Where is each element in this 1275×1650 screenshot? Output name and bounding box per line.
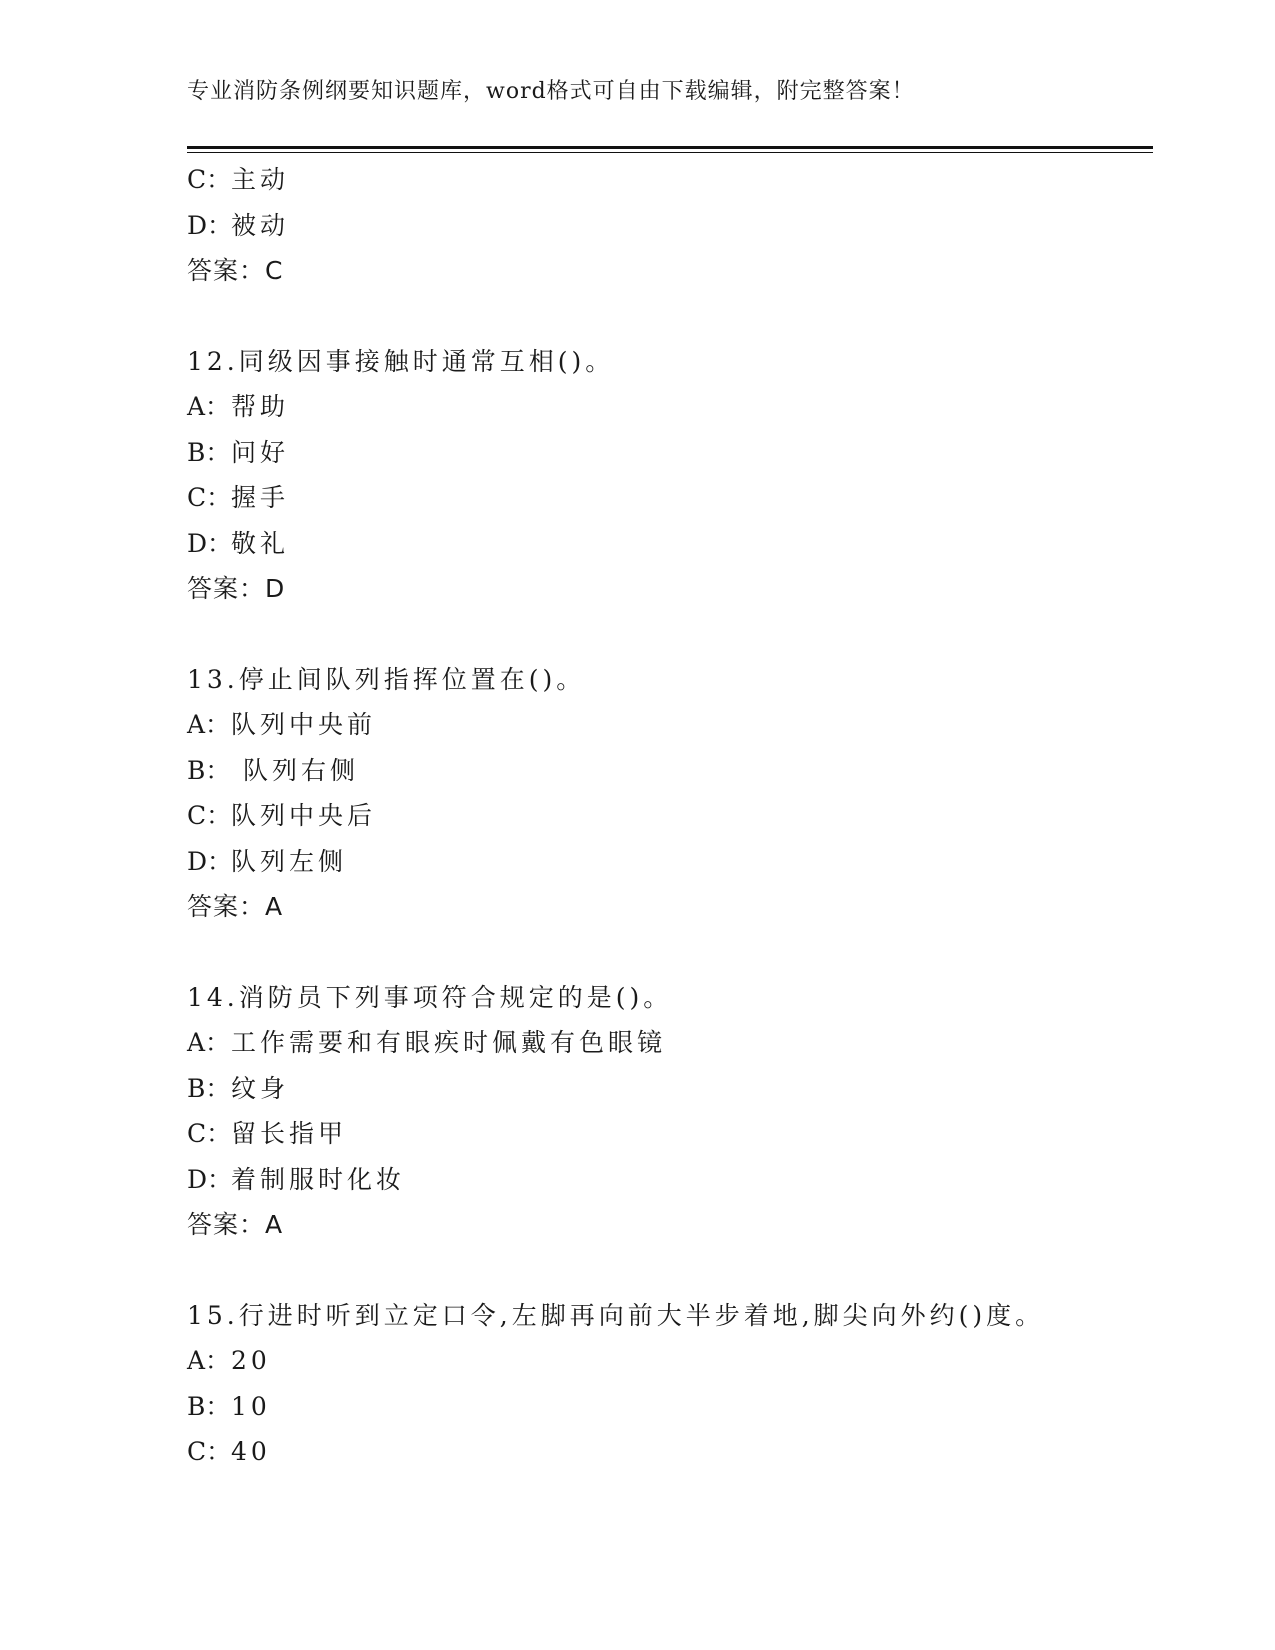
option-text: 队列中央前 bbox=[231, 710, 377, 739]
question-stem: 13.停止间队列指挥位置在()。 bbox=[187, 664, 586, 694]
option-text: 握手 bbox=[231, 483, 290, 512]
question-list bbox=[187, 157, 1153, 1475]
question-stem: 14.消防员下列事项符合规定的是()。 bbox=[187, 982, 673, 1012]
option-key: B： bbox=[187, 1073, 231, 1103]
option-key: A： bbox=[187, 1028, 231, 1057]
option-text: 主动 bbox=[231, 165, 290, 194]
option-text: 工作需要和有眼疾时佩戴有色眼镜 bbox=[231, 1028, 667, 1057]
option-b bbox=[187, 430, 1153, 476]
page-header-title: 专业消防条例纲要知识题库，word格式可自由下载编辑，附完整答案！ bbox=[187, 79, 915, 104]
option-d bbox=[187, 839, 1153, 885]
option-b bbox=[187, 748, 1153, 794]
option-key: D： bbox=[187, 846, 233, 876]
spacer bbox=[187, 930, 1153, 975]
option-c bbox=[187, 1429, 1153, 1475]
option-text: 20 bbox=[231, 1346, 271, 1375]
option-text: 10 bbox=[231, 1391, 271, 1421]
option-text: 队列左侧 bbox=[231, 846, 348, 876]
answer-line: 答案：C bbox=[187, 256, 284, 285]
spacer bbox=[187, 1248, 1153, 1293]
option-c bbox=[187, 1111, 1153, 1157]
option-text: 被动 bbox=[231, 210, 290, 240]
option-key: B： bbox=[187, 755, 231, 785]
option-c bbox=[187, 475, 1153, 521]
option-c bbox=[187, 793, 1153, 839]
option-b bbox=[187, 1066, 1153, 1112]
option-d bbox=[187, 203, 1153, 249]
option-a bbox=[187, 1338, 1153, 1384]
option-a bbox=[187, 384, 1153, 430]
option-key: B： bbox=[187, 437, 231, 467]
option-key: B： bbox=[187, 1391, 231, 1421]
option-text: 队列右侧 bbox=[231, 755, 359, 785]
option-text: 敬礼 bbox=[231, 528, 290, 558]
option-key: D： bbox=[187, 528, 233, 558]
option-d bbox=[187, 1157, 1153, 1203]
question-stem: 12.同级因事接触时通常互相()。 bbox=[187, 346, 615, 376]
option-text: 40 bbox=[231, 1437, 271, 1466]
option-a bbox=[187, 702, 1153, 748]
question-stem: 15.行进时听到立定口令,左脚再向前大半步着地,脚尖向外约()度。 bbox=[187, 1300, 1045, 1330]
option-key: D： bbox=[187, 1164, 233, 1194]
option-b bbox=[187, 1384, 1153, 1430]
option-key: C： bbox=[187, 483, 232, 512]
header-divider-thin bbox=[187, 152, 1153, 153]
option-text: 纹身 bbox=[231, 1073, 290, 1103]
option-key: C： bbox=[187, 165, 232, 194]
spacer bbox=[187, 612, 1153, 657]
option-key: A： bbox=[187, 1346, 231, 1375]
answer-line: 答案：A bbox=[187, 892, 284, 921]
header-divider-thick bbox=[187, 146, 1153, 149]
option-key: C： bbox=[187, 1119, 232, 1148]
answer-line: 答案：A bbox=[187, 1210, 284, 1239]
option-text: 帮助 bbox=[231, 392, 290, 421]
option-key: A： bbox=[187, 392, 231, 421]
option-key: C： bbox=[187, 801, 232, 830]
option-key: C： bbox=[187, 1437, 232, 1466]
option-text: 留长指甲 bbox=[231, 1119, 348, 1148]
option-key: D： bbox=[187, 210, 233, 240]
option-key: A： bbox=[187, 710, 231, 739]
option-d bbox=[187, 521, 1153, 567]
spacer bbox=[187, 294, 1153, 339]
answer-line: 答案：D bbox=[187, 574, 286, 603]
option-text: 队列中央后 bbox=[231, 801, 377, 830]
option-c bbox=[187, 157, 1153, 203]
option-text: 着制服时化妆 bbox=[231, 1164, 406, 1194]
option-a bbox=[187, 1020, 1153, 1066]
option-text: 问好 bbox=[231, 437, 290, 467]
